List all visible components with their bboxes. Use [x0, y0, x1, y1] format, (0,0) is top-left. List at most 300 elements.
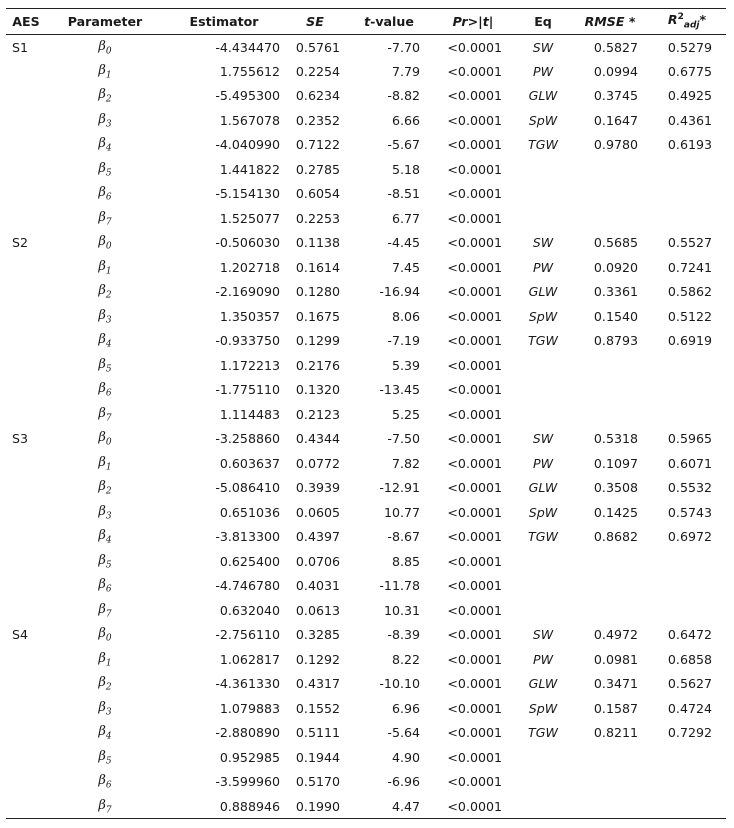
r2-adj-cell: 0.5532 — [667, 480, 712, 496]
beta-index: 2 — [105, 95, 112, 105]
beta-index: 1 — [105, 70, 112, 81]
se-cell: 0.1299 — [295, 333, 340, 349]
eq-cell — [514, 206, 572, 231]
estimator-cell: 1.441822 — [219, 161, 280, 177]
table-body — [6, 35, 726, 819]
t-value-cell: -8.51 — [387, 186, 420, 202]
aes-cell: S4 — [12, 627, 29, 643]
r2-adj-cell: 0.7241 — [667, 259, 712, 275]
beta-symbol: β — [98, 626, 106, 642]
beta-symbol: β — [98, 234, 106, 250]
table-row — [6, 206, 726, 231]
parameter-cell — [46, 108, 164, 133]
aes-cell — [6, 304, 46, 329]
pr-cell: <0.0001 — [447, 529, 502, 545]
rmse-cell: 0.1540 — [593, 308, 638, 324]
eq-cell: PW — [532, 455, 554, 471]
se-cell: 0.1320 — [295, 382, 340, 398]
rmse-cell — [572, 182, 648, 207]
table-row — [6, 574, 726, 599]
se-cell: 0.0605 — [295, 504, 340, 520]
table-row — [6, 35, 726, 60]
aes-cell — [6, 525, 46, 550]
t-value-cell: -10.10 — [379, 676, 420, 692]
beta-symbol: β — [98, 699, 106, 715]
rmse-cell: 0.9780 — [593, 137, 638, 153]
parameter-cell — [46, 329, 164, 354]
rmse-cell: 0.3508 — [593, 480, 638, 496]
table-row — [6, 157, 726, 182]
estimator-cell: 1.350357 — [219, 308, 280, 324]
table-row — [6, 402, 726, 427]
t-value-cell: -8.67 — [387, 529, 420, 545]
table-row — [6, 476, 726, 501]
t-value-cell: -7.70 — [387, 39, 420, 55]
pr-cell: <0.0001 — [447, 627, 502, 643]
t-value-cell: -11.78 — [379, 578, 420, 594]
pr-cell: <0.0001 — [447, 725, 502, 741]
beta-symbol: β — [98, 748, 106, 764]
rmse-cell — [572, 794, 648, 819]
beta-index: 7 — [105, 217, 112, 228]
r2-adj-cell — [648, 770, 726, 795]
table-row — [6, 133, 726, 158]
table-row — [6, 59, 726, 84]
aes-cell: S3 — [12, 431, 29, 447]
beta-index: 4 — [105, 536, 112, 546]
t-value-cell: -16.94 — [379, 284, 420, 300]
beta-index: 0 — [105, 46, 112, 57]
eq-cell — [514, 598, 572, 623]
r2-adj-cell — [648, 598, 726, 623]
r2-adj-cell — [648, 402, 726, 427]
estimator-cell: -3.599960 — [215, 774, 280, 790]
beta-index: 5 — [105, 560, 112, 571]
rmse-cell: 0.8682 — [593, 529, 638, 545]
parameter-cell — [46, 721, 164, 746]
pr-cell: <0.0001 — [447, 431, 502, 447]
beta-index: 6 — [105, 585, 112, 595]
se-cell: 0.1292 — [295, 651, 340, 667]
t-value-cell: 10.31 — [383, 602, 420, 618]
parameter-cell — [46, 206, 164, 231]
beta-index: 1 — [105, 462, 112, 473]
se-cell: 0.7122 — [295, 137, 340, 153]
aes-cell — [6, 770, 46, 795]
beta-index: 1 — [105, 658, 112, 669]
header-r2-sup: 2 — [677, 12, 684, 23]
estimator-cell: 0.632040 — [219, 602, 280, 618]
rmse-cell: 0.3471 — [593, 676, 638, 692]
eq-cell: SpW — [528, 112, 558, 128]
rmse-cell: 0.3745 — [593, 88, 638, 104]
estimator-cell: -3.258860 — [215, 431, 280, 447]
pr-cell: <0.0001 — [447, 63, 502, 79]
beta-symbol: β — [98, 307, 106, 323]
t-value-cell: -12.91 — [379, 480, 420, 496]
t-value-cell: 6.96 — [391, 700, 420, 716]
se-cell: 0.4317 — [295, 676, 340, 692]
aes-cell — [6, 721, 46, 746]
r2-adj-cell: 0.5743 — [667, 504, 712, 520]
se-cell: 0.0613 — [295, 602, 340, 618]
beta-symbol: β — [98, 111, 106, 127]
pr-cell: <0.0001 — [447, 382, 502, 398]
beta-symbol: β — [98, 430, 106, 446]
parameter-cell — [46, 525, 164, 550]
beta-symbol: β — [98, 479, 106, 495]
pr-cell: <0.0001 — [447, 676, 502, 692]
eq-cell: SpW — [528, 504, 558, 520]
parameter-cell — [46, 672, 164, 697]
pr-cell: <0.0001 — [447, 749, 502, 765]
beta-symbol: β — [98, 209, 106, 225]
table-row — [6, 84, 726, 109]
parameter-cell — [46, 280, 164, 305]
r2-adj-cell — [648, 574, 726, 599]
beta-symbol: β — [98, 528, 106, 544]
se-cell: 0.3939 — [295, 480, 340, 496]
t-value-cell: 4.90 — [391, 749, 420, 765]
rmse-cell: 0.5827 — [593, 39, 638, 55]
se-cell: 0.2253 — [295, 210, 340, 226]
beta-symbol: β — [98, 773, 106, 789]
beta-symbol: β — [98, 675, 106, 691]
eq-cell: GLW — [528, 676, 558, 692]
t-value-cell: -4.45 — [387, 235, 420, 251]
t-value-cell: 10.77 — [383, 504, 420, 520]
pr-cell: <0.0001 — [447, 578, 502, 594]
eq-cell: GLW — [528, 284, 558, 300]
beta-symbol: β — [98, 87, 106, 103]
parameter-cell — [46, 231, 164, 256]
pr-cell: <0.0001 — [447, 210, 502, 226]
parameter-cell — [46, 623, 164, 648]
rmse-cell — [572, 598, 648, 623]
se-cell: 0.1552 — [295, 700, 340, 716]
se-cell: 0.3285 — [295, 627, 340, 643]
aes-cell — [6, 84, 46, 109]
parameter-cell — [46, 476, 164, 501]
table-header — [6, 9, 726, 35]
header-aes: AES — [6, 9, 46, 35]
estimator-cell: -5.154130 — [215, 186, 280, 202]
eq-cell: TGW — [528, 725, 558, 741]
rmse-cell — [572, 402, 648, 427]
parameter-cell — [46, 304, 164, 329]
header-rmse: RMSE * — [572, 9, 648, 35]
table-row — [6, 598, 726, 623]
eq-cell — [514, 770, 572, 795]
pr-cell: <0.0001 — [447, 455, 502, 471]
parameter-cell — [46, 745, 164, 770]
rmse-cell: 0.0981 — [593, 651, 638, 667]
table-row — [6, 280, 726, 305]
table-row — [6, 231, 726, 256]
parameter-cell — [46, 84, 164, 109]
beta-symbol: β — [98, 454, 106, 470]
pr-cell: <0.0001 — [447, 284, 502, 300]
beta-symbol: β — [98, 160, 106, 176]
t-value-cell: 4.47 — [391, 798, 420, 814]
estimator-cell: 1.079883 — [219, 700, 280, 716]
pr-cell: <0.0001 — [447, 504, 502, 520]
parameter-cell — [46, 35, 164, 60]
rmse-cell: 0.5685 — [593, 235, 638, 251]
beta-index: 4 — [105, 340, 112, 350]
header-pr: Pr>|t| — [432, 9, 514, 35]
r2-adj-cell — [648, 378, 726, 403]
r2-adj-cell — [648, 353, 726, 378]
t-value-cell: 5.25 — [391, 406, 420, 422]
rmse-cell: 0.1647 — [593, 112, 638, 128]
table-row — [6, 672, 726, 697]
beta-symbol: β — [98, 724, 106, 740]
parameter-cell — [46, 794, 164, 819]
estimator-cell: -2.169090 — [215, 284, 280, 300]
t-value-cell: -5.67 — [387, 137, 420, 153]
eq-cell — [514, 182, 572, 207]
aes-cell — [6, 476, 46, 501]
header-r2-adj — [648, 9, 726, 35]
eq-cell: SW — [532, 235, 554, 251]
aes-cell: S1 — [12, 39, 29, 55]
eq-cell — [514, 353, 572, 378]
pr-cell: <0.0001 — [447, 333, 502, 349]
aes-cell — [6, 157, 46, 182]
r2-adj-cell — [648, 549, 726, 574]
r2-adj-cell: 0.7292 — [667, 725, 712, 741]
estimator-cell: 1.062817 — [219, 651, 280, 667]
beta-index: 5 — [105, 364, 112, 375]
table-row — [6, 770, 726, 795]
parameter-cell — [46, 549, 164, 574]
table-row — [6, 451, 726, 476]
beta-index: 7 — [105, 609, 112, 620]
rmse-cell — [572, 574, 648, 599]
table-row — [6, 647, 726, 672]
rmse-cell: 0.5318 — [593, 431, 638, 447]
parameter-cell — [46, 574, 164, 599]
parameter-cell — [46, 770, 164, 795]
t-value-cell: 8.22 — [391, 651, 420, 667]
t-value-cell: 5.39 — [391, 357, 420, 373]
aes-cell — [6, 500, 46, 525]
parameter-cell — [46, 353, 164, 378]
r2-adj-cell: 0.6972 — [667, 529, 712, 545]
beta-index: 0 — [105, 242, 112, 252]
beta-index: 2 — [105, 487, 112, 497]
r2-adj-cell — [648, 745, 726, 770]
estimator-cell: -4.361330 — [215, 676, 280, 692]
beta-symbol: β — [98, 356, 106, 372]
estimator-cell: 0.603637 — [219, 455, 280, 471]
eq-cell: SW — [532, 627, 554, 643]
pr-cell: <0.0001 — [447, 553, 502, 569]
parameter-cell — [46, 157, 164, 182]
se-cell: 0.4031 — [295, 578, 340, 594]
beta-symbol: β — [98, 62, 106, 78]
se-cell: 0.4344 — [295, 431, 340, 447]
beta-symbol: β — [98, 185, 106, 201]
table-row — [6, 721, 726, 746]
t-value-cell: 5.18 — [391, 161, 420, 177]
beta-index: 7 — [105, 805, 112, 816]
eq-cell — [514, 745, 572, 770]
header-eq: Eq — [514, 9, 572, 35]
header-parameter: Parameter — [46, 9, 164, 35]
se-cell: 0.2352 — [295, 112, 340, 128]
eq-cell: PW — [532, 651, 554, 667]
pr-cell: <0.0001 — [447, 186, 502, 202]
t-value-cell: 6.66 — [391, 112, 420, 128]
beta-index: 0 — [105, 438, 112, 448]
aes-cell — [6, 206, 46, 231]
pr-cell: <0.0001 — [447, 406, 502, 422]
t-value-cell: -6.96 — [387, 774, 420, 790]
beta-symbol: β — [98, 552, 106, 568]
pr-cell: <0.0001 — [447, 259, 502, 275]
t-value-cell: -7.19 — [387, 333, 420, 349]
aes-cell — [6, 59, 46, 84]
se-cell: 0.2785 — [295, 161, 340, 177]
t-value-cell: 8.85 — [391, 553, 420, 569]
aes-cell — [6, 745, 46, 770]
r2-adj-cell: 0.4724 — [667, 700, 712, 716]
rmse-cell — [572, 157, 648, 182]
estimator-cell: -4.040990 — [215, 137, 280, 153]
parameter-cell — [46, 133, 164, 158]
estimator-cell: 1.567078 — [219, 112, 280, 128]
r2-adj-cell: 0.5279 — [667, 39, 712, 55]
beta-index: 3 — [105, 707, 112, 718]
se-cell: 0.5170 — [295, 774, 340, 790]
t-value-cell: -7.50 — [387, 431, 420, 447]
parameter-cell — [46, 255, 164, 280]
beta-symbol: β — [98, 258, 106, 274]
rmse-cell: 0.0920 — [593, 259, 638, 275]
beta-index: 7 — [105, 413, 112, 424]
pr-cell: <0.0001 — [447, 798, 502, 814]
t-value-cell: 7.45 — [391, 259, 420, 275]
r2-adj-cell: 0.6919 — [667, 333, 712, 349]
rmse-cell — [572, 745, 648, 770]
rmse-cell: 0.3361 — [593, 284, 638, 300]
estimator-cell: 1.525077 — [219, 210, 280, 226]
rmse-cell — [572, 770, 648, 795]
beta-symbol: β — [98, 601, 106, 617]
beta-symbol: β — [98, 577, 106, 593]
eq-cell: TGW — [528, 137, 558, 153]
se-cell: 0.1675 — [295, 308, 340, 324]
rmse-cell — [572, 206, 648, 231]
table-row — [6, 500, 726, 525]
eq-cell: SpW — [528, 700, 558, 716]
eq-cell — [514, 157, 572, 182]
header-r2-star: * — [699, 12, 707, 28]
r2-adj-cell: 0.6775 — [667, 63, 712, 79]
r2-adj-cell: 0.5965 — [667, 431, 712, 447]
estimator-cell: 1.114483 — [219, 406, 280, 422]
rmse-cell: 0.1425 — [593, 504, 638, 520]
r2-adj-cell: 0.6472 — [667, 627, 712, 643]
table-row — [6, 378, 726, 403]
pr-cell: <0.0001 — [447, 235, 502, 251]
parameter-cell — [46, 182, 164, 207]
estimator-cell: -2.756110 — [215, 627, 280, 643]
aes-cell — [6, 353, 46, 378]
aes-cell — [6, 794, 46, 819]
se-cell: 0.6054 — [295, 186, 340, 202]
table-row — [6, 525, 726, 550]
aes-cell — [6, 378, 46, 403]
beta-symbol: β — [98, 797, 106, 813]
t-value-cell: 7.79 — [391, 63, 420, 79]
table-row — [6, 304, 726, 329]
pr-cell: <0.0001 — [447, 88, 502, 104]
se-cell: 0.5761 — [295, 39, 340, 55]
aes-cell — [6, 451, 46, 476]
pr-cell: <0.0001 — [447, 774, 502, 790]
parameter-cell — [46, 500, 164, 525]
eq-cell: SW — [532, 431, 554, 447]
beta-symbol: β — [98, 381, 106, 397]
parameter-cell — [46, 59, 164, 84]
se-cell: 0.6234 — [295, 88, 340, 104]
eq-cell: GLW — [528, 88, 558, 104]
aes-cell — [6, 549, 46, 574]
eq-cell — [514, 574, 572, 599]
estimator-cell: -0.506030 — [215, 235, 280, 251]
parameter-cell — [46, 451, 164, 476]
aes-cell — [6, 133, 46, 158]
beta-index: 3 — [105, 315, 112, 326]
beta-symbol: β — [98, 38, 106, 54]
aes-cell — [6, 182, 46, 207]
parameter-cell — [46, 696, 164, 721]
table-row — [6, 696, 726, 721]
se-cell: 0.5111 — [295, 725, 340, 741]
se-cell: 0.1280 — [295, 284, 340, 300]
rmse-cell — [572, 353, 648, 378]
r2-adj-cell: 0.5122 — [667, 308, 712, 324]
pr-cell: <0.0001 — [447, 480, 502, 496]
eq-cell: GLW — [528, 480, 558, 496]
rmse-cell: 0.4972 — [593, 627, 638, 643]
eq-cell: TGW — [528, 529, 558, 545]
estimator-cell: -3.813300 — [215, 529, 280, 545]
beta-symbol: β — [98, 650, 106, 666]
table-row — [6, 623, 726, 648]
aes-cell — [6, 696, 46, 721]
aes-cell — [6, 280, 46, 305]
table-row — [6, 182, 726, 207]
se-cell: 0.1614 — [295, 259, 340, 275]
estimator-cell: 0.651036 — [219, 504, 280, 520]
r2-adj-cell: 0.5862 — [667, 284, 712, 300]
rmse-cell — [572, 378, 648, 403]
estimator-cell: -2.880890 — [215, 725, 280, 741]
eq-cell: TGW — [528, 333, 558, 349]
aes-cell — [6, 672, 46, 697]
beta-symbol: β — [98, 136, 106, 152]
pr-cell: <0.0001 — [447, 602, 502, 618]
pr-cell: <0.0001 — [447, 357, 502, 373]
r2-adj-cell — [648, 794, 726, 819]
header-se: SE — [284, 9, 346, 35]
estimator-cell: -4.746780 — [215, 578, 280, 594]
estimator-cell: 0.888946 — [219, 798, 280, 814]
